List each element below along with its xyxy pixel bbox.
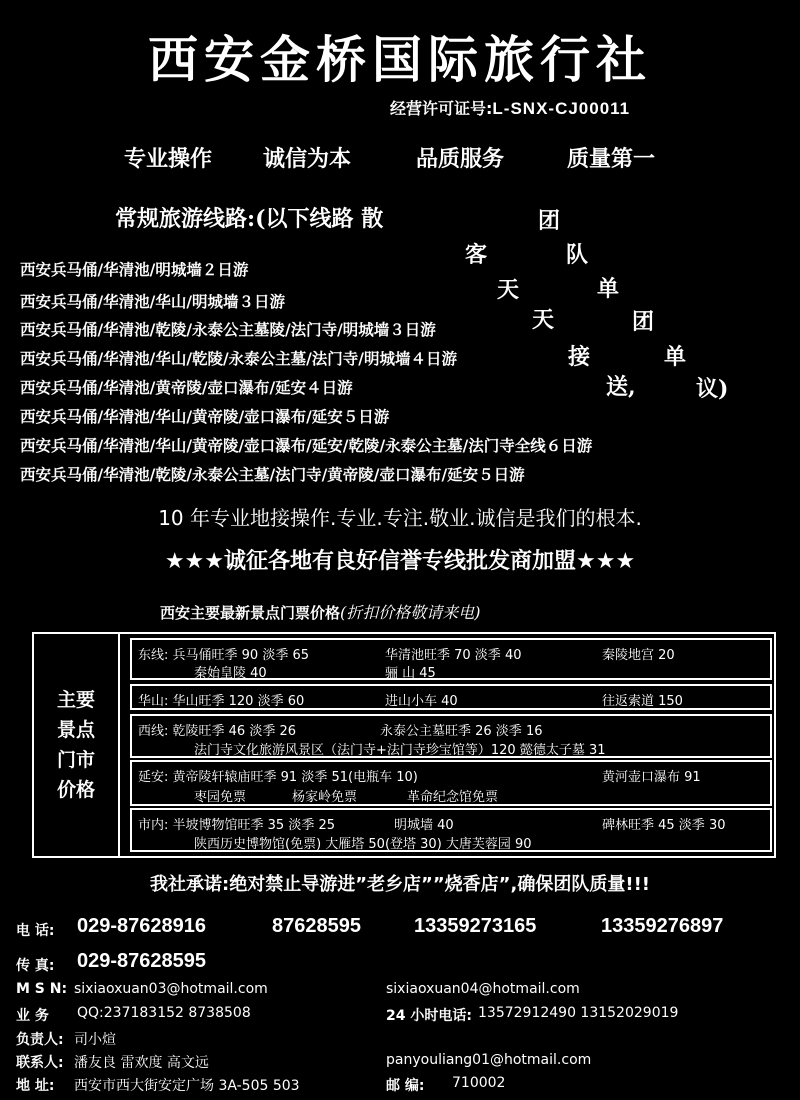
diagonal-char: 单: [597, 276, 620, 302]
msn-label: M S N:: [16, 981, 68, 997]
motto-item: 诚信为本: [263, 146, 352, 172]
msn-address[interactable]: sixiaoxuan04@hotmail.com: [386, 981, 580, 997]
ticket-cell: 陕西历史博物馆(免票) 大雁塔 50(登塔 30) 大唐芙蓉园 90: [194, 837, 532, 852]
ticket-prices-heading: 西安主要最新景点门票价格: [160, 604, 341, 622]
route-item: 西安兵马俑/华清池/华山/黄帝陵/壶口瀑布/延安/乾陵/永泰公主墓/法门寺全线６日游: [20, 436, 593, 455]
manager-name: 司小煊: [74, 1032, 116, 1048]
fax-label: 传 真:: [16, 958, 55, 974]
ticket-prices-note: (折扣价格敬请来电): [340, 603, 481, 622]
ticket-row-east: [130, 638, 772, 680]
ticket-cell: 永泰公主墓旺季 26 淡季 16: [380, 724, 543, 739]
ticket-cell: 明城墙 40: [394, 818, 454, 833]
ticket-cell: 秦陵地宫 20: [602, 648, 675, 663]
phone-label: 电 话:: [16, 923, 55, 939]
license-code: L-SNX-CJ00011: [492, 99, 631, 118]
side-label-text: 主要景点门市价格: [56, 689, 95, 801]
qq-numbers: QQ:237183152 8738508: [77, 1005, 251, 1021]
ticket-price-table: [32, 632, 776, 858]
diagonal-char: 议): [696, 376, 729, 402]
business-label: 业 务: [16, 1008, 49, 1024]
ticket-cell: 骊 山 45: [385, 666, 436, 681]
phone-number[interactable]: 87628595: [272, 915, 361, 937]
ticket-cell: 往返索道 150: [602, 694, 683, 709]
ticket-row-huashan: [130, 684, 772, 710]
route-item: 西安兵马俑/华清池/华山/乾陵/永泰公主墓/法门寺/明城墙４日游: [20, 349, 457, 368]
ticket-cell: 华山: 华山旺季 120 淡季 60: [138, 694, 305, 709]
fax-number: 029-87628595: [77, 950, 207, 972]
phone-number[interactable]: 029-87628916: [77, 915, 207, 937]
ticket-row-city: [130, 808, 772, 852]
ticket-cell: 西线: 乾陵旺季 46 淡季 26: [138, 724, 296, 739]
diagonal-char: 队: [566, 242, 589, 268]
ticket-row-west: [130, 714, 772, 758]
diagonal-char: 接: [568, 344, 591, 370]
diagonal-char: 团: [538, 208, 561, 234]
contacts-label: 联系人:: [16, 1055, 64, 1071]
ticket-cell: 延安: 黄帝陵轩辕庙旺季 91 淡季 51(电瓶车 10): [138, 770, 418, 785]
diagonal-char: 单: [664, 344, 687, 370]
ticket-cell: 市内: 半坡博物馆旺季 35 淡季 25: [138, 818, 335, 833]
license-label: 经营许可证号:: [390, 99, 493, 118]
ticket-table-side-label: [34, 634, 120, 856]
manager-label: 负责人:: [16, 1032, 64, 1048]
route-item: 西安兵马俑/华清池/乾陵/永泰公主墓陵/法门寺/明城墙３日游: [20, 320, 436, 339]
postcode-value: 710002: [452, 1075, 506, 1091]
ticket-row-yanan: [130, 760, 772, 806]
routes-heading: 常规旅游线路:(以下线路 散: [115, 206, 384, 232]
motto-item: 品质服务: [416, 146, 505, 172]
address-text: 西安市西大街安定广场 3A-505 503: [74, 1078, 300, 1094]
quality-promise: 我社承诺:绝对禁止导游进”老乡店””烧香店”,确保团队质量!!!: [150, 874, 650, 895]
email-address[interactable]: panyouliang01@hotmail.com: [386, 1052, 592, 1068]
route-item: 西安兵马俑/华清池/华山/明城墙３日游: [20, 292, 285, 311]
license-number: [390, 96, 630, 119]
ticket-cell: 黄河壶口瀑布 91: [602, 770, 701, 785]
ticket-prices-title: [160, 600, 481, 623]
route-item: 西安兵马俑/华清池/乾陵/永泰公主墓/法门寺/黄帝陵/壶口瀑布/延安５日游: [20, 465, 525, 484]
ticket-cell: 秦始皇陵 40: [194, 666, 267, 681]
phone-number[interactable]: 13359273165: [414, 915, 537, 937]
hotline-label: 24 小时电话:: [386, 1008, 472, 1024]
route-item: 西安兵马俑/华清池/明城墙２日游: [20, 260, 249, 279]
ticket-cell: 法门寺文化旅游风景区（法门寺+法门寺珍宝馆等）120 懿德太子墓 31: [194, 743, 606, 758]
diagonal-char: 天: [497, 277, 520, 303]
diagonal-char: 客: [465, 242, 488, 268]
postcode-label: 邮 编:: [386, 1078, 425, 1094]
msn-address[interactable]: sixiaoxuan03@hotmail.com: [74, 981, 268, 997]
diagonal-char: 送,: [606, 374, 636, 400]
recruit-banner: ★★★诚征各地有良好信誉专线批发商加盟★★★: [164, 549, 636, 574]
agency-title: 西安金桥国际旅行社: [148, 31, 652, 89]
route-item: 西安兵马俑/华清池/华山/黄帝陵/壶口瀑布/延安５日游: [20, 407, 390, 426]
ticket-cell: 枣园免票: [194, 790, 247, 805]
hotline-numbers[interactable]: 13572912490 13152029019: [478, 1005, 679, 1021]
diagonal-char: 团: [632, 309, 655, 335]
address-label: 地 址:: [16, 1078, 55, 1094]
motto-item: 质量第一: [567, 146, 656, 172]
ticket-cell: 华清池旺季 70 淡季 40: [385, 648, 522, 663]
pro-statement: 10 年专业地接操作.专业.专注.敬业.诚信是我们的根本.: [158, 506, 642, 530]
ticket-cell: 进山小车 40: [385, 694, 458, 709]
motto-item: 专业操作: [124, 146, 213, 172]
ticket-cell: 东线: 兵马俑旺季 90 淡季 65: [138, 648, 309, 663]
route-item: 西安兵马俑/华清池/黄帝陵/壶口瀑布/延安４日游: [20, 378, 353, 397]
diagonal-char: 天: [532, 307, 555, 333]
phone-number[interactable]: 13359276897: [601, 915, 724, 937]
ticket-cell: 碑林旺季 45 淡季 30: [602, 818, 726, 833]
ticket-cell: 杨家岭免票: [292, 790, 358, 805]
ticket-cell: 革命纪念馆免票: [407, 790, 499, 805]
contact-names: 潘友良 雷欢度 高文远: [74, 1055, 209, 1071]
